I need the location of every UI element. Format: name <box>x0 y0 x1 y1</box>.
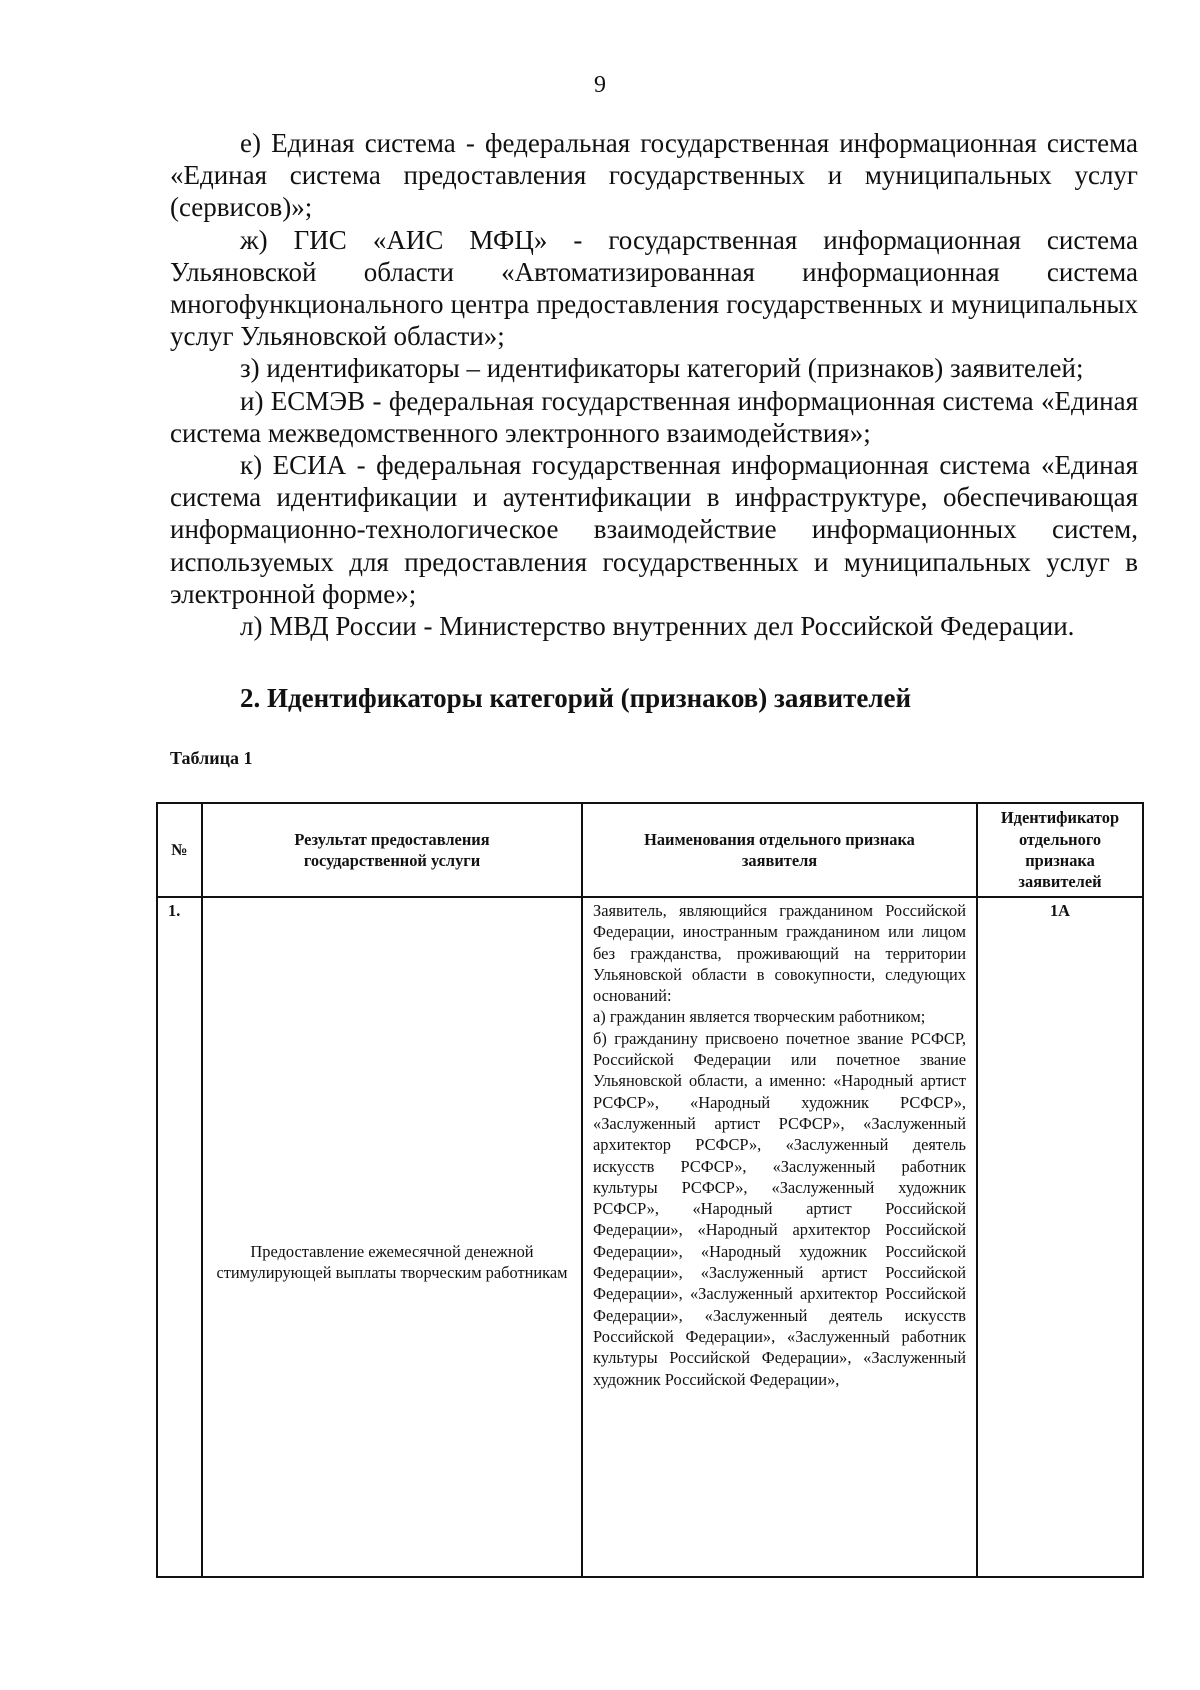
row-number: 1. <box>157 897 202 1577</box>
row-result <box>202 897 582 1577</box>
section-heading: 2. Идентификаторы категорий (признаков) заявителей <box>240 683 912 713</box>
definition-item: л) МВД России - Министерство внутренних дел Российской Федерации. <box>240 611 1075 642</box>
table-caption: Таблица 1 <box>170 748 253 768</box>
header-feature: Наименования отдельного признака заявителя <box>582 803 977 897</box>
page-number: 9 <box>594 72 606 98</box>
header-result: Результат предоставления государственной услуги <box>202 803 582 897</box>
feature-line: б) гражданину присвоено почетное звание РСФСР, Российской Федерации или почетное звание Ульяновской области, а именно: «Народный артист РСФСР», «Народный художник РСФСР», «Заслуженный артист РСФСР», «Заслуженный архитектор РСФСР», «Заслуженный деятель искусств РСФСР», «Заслуженный работник культуры РСФСР», «Заслуженный художник РСФСР», «Народный артист Российской Федерации», «Народный архитектор Российской Федерации», «Народный художник Российской Федерации», «Заслуженный артист Российской Федерации», «Заслуженный архитектор Российской Федерации», «Заслуженный деятель искусств Российской Федерации», «Заслуженный работник культуры Российской Федерации», «Заслуженный художник Российской Федерации», <box>593 1028 966 1389</box>
row-feature <box>582 897 977 1577</box>
identifiers-table <box>156 802 1144 1578</box>
table-row <box>157 897 1143 1577</box>
definition-item: з) идентификаторы – идентификаторы категорий (признаков) заявителей; <box>240 353 1084 384</box>
definition-item: к) ЕСИА - федеральная государственная информационная система «Единая система идентификации и аутентификации в инфраструктуре, обеспечивающая информационно-технологическое взаимодействие информационных систем, используемых для предоставления государственных и муниципальных услуг в электронной форме»; <box>170 450 1138 609</box>
definition-item: е) Единая система - федеральная государственная информационная система «Единая система предоставления государственных и муниципальных услуг (сервисов)»; <box>170 128 1138 223</box>
header-num: № <box>157 803 202 897</box>
table-header-row <box>157 803 1143 897</box>
definition-item: ж) ГИС «АИС МФЦ» - государственная информационная система Ульяновской области «Автоматизированная информационная система многофункционального центра предоставления государственных и муниципальных услуг Ульяновской области»; <box>170 224 1138 352</box>
feature-line: а) гражданин является творческим работником; <box>593 1007 926 1027</box>
definition-item: и) ЕСМЭВ - федеральная государственная информационная система «Единая система межведомственного электронного взаимодействия»; <box>170 385 1138 448</box>
feature-line: Заявитель, являющийся гражданином Российской Федерации, иностранным гражданином или лицом без гражданства, проживающий на территории Ульяновской области в совокупности, следующих оснований: <box>593 901 966 1006</box>
row-result-text: Предоставление ежемесячной денежной стимулирующей выплаты творческим работникам <box>216 1241 568 1282</box>
definitions-list <box>170 127 1138 642</box>
row-identifier: 1А <box>977 897 1143 1577</box>
header-identifier: Идентификатор отдельного признака заявителей <box>977 803 1143 897</box>
